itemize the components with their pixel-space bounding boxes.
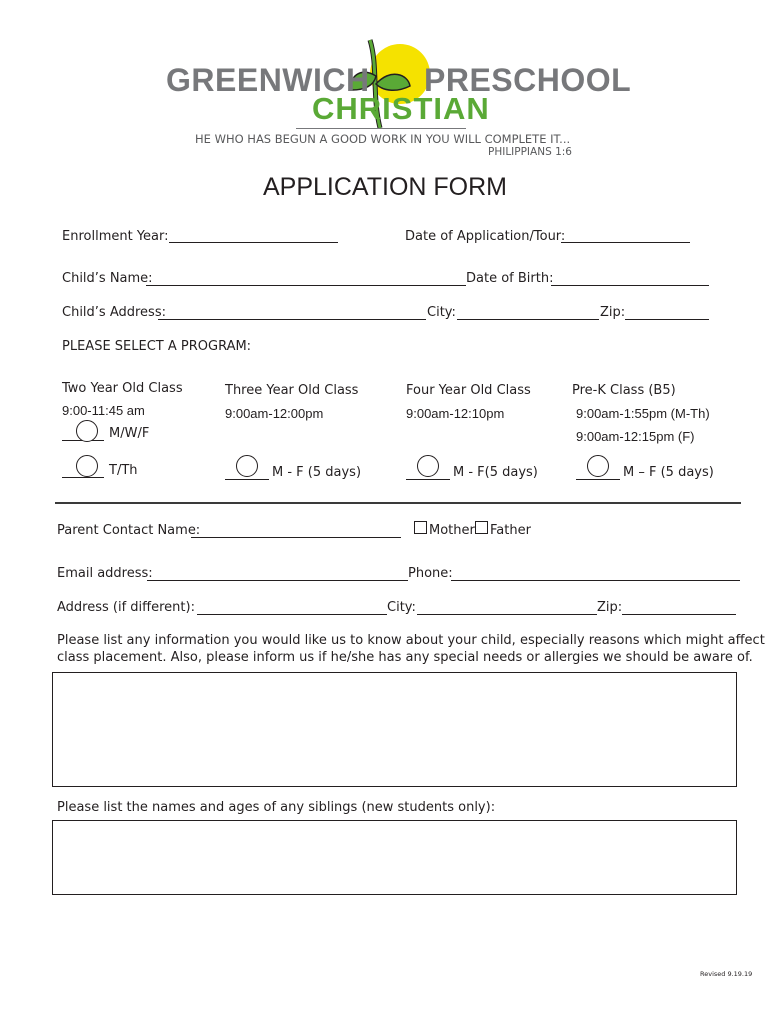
three-year-class-time: 9:00am-12:00pm xyxy=(225,406,324,421)
child-info-textarea[interactable] xyxy=(52,672,737,787)
email-address-label: Email address: xyxy=(57,566,153,581)
two-year-tth-label: T/Th xyxy=(109,463,138,478)
enrollment-year-field[interactable] xyxy=(169,242,338,243)
father-label: Father xyxy=(490,523,531,538)
two-year-tth-radio[interactable] xyxy=(76,455,98,477)
prek-class-time-mth: 9:00am-1:55pm (M-Th) xyxy=(576,406,710,421)
father-checkbox[interactable] xyxy=(475,521,488,534)
two-year-mwf-radio[interactable] xyxy=(76,420,98,442)
date-of-birth-field[interactable] xyxy=(551,285,709,286)
select-program-label: PLEASE SELECT A PROGRAM: xyxy=(62,339,252,354)
four-year-class-time: 9:00am-12:10pm xyxy=(406,406,505,421)
four-year-option-label: M - F(5 days) xyxy=(453,465,538,480)
address-if-different-label: Address (if different): xyxy=(57,600,195,615)
info-prompt-line-1: Please list any information you would like us to know about your child, especially reasons which might affect xyxy=(57,633,765,648)
date-of-birth-label: Date of Birth: xyxy=(466,271,554,286)
logo-text-preschool: PRESCHOOL xyxy=(424,62,632,98)
logo-text-greenwich: GREENWICH xyxy=(166,62,370,98)
prek-option-label: M – F (5 days) xyxy=(623,465,714,480)
zip-field[interactable] xyxy=(625,319,709,320)
prek-radio[interactable] xyxy=(587,455,609,477)
city2-field[interactable] xyxy=(417,614,597,615)
three-year-option-label: M - F (5 days) xyxy=(272,465,362,480)
city2-label: City: xyxy=(387,600,416,615)
four-year-radio[interactable] xyxy=(417,455,439,477)
verse-reference: PHILIPPIANS 1:6 xyxy=(488,146,572,158)
phone-label: Phone: xyxy=(408,566,453,581)
phone-field[interactable] xyxy=(451,580,740,581)
three-year-radio[interactable] xyxy=(236,455,258,477)
date-of-application-field[interactable] xyxy=(561,242,690,243)
zip2-field[interactable] xyxy=(622,614,736,615)
mother-label: Mother xyxy=(429,523,475,538)
two-year-mwf-label: M/W/F xyxy=(109,426,150,441)
two-year-tth-line xyxy=(62,477,104,478)
info-prompt-line-2: class placement. Also, please inform us if he/she has any special needs or allergies we should be aware of. xyxy=(57,650,753,665)
childs-address-label: Child’s Address: xyxy=(62,305,166,320)
page-title: APPLICATION FORM xyxy=(262,173,507,201)
siblings-prompt: Please list the names and ages of any siblings (new students only): xyxy=(57,800,496,815)
parent-contact-name-label: Parent Contact Name: xyxy=(57,523,201,538)
childs-name-field[interactable] xyxy=(146,285,466,286)
prek-class-time-f: 9:00am-12:15pm (F) xyxy=(576,429,695,444)
childs-name-label: Child’s Name: xyxy=(62,271,153,286)
city-field[interactable] xyxy=(457,319,599,320)
logo xyxy=(160,36,632,161)
four-year-option-line xyxy=(406,479,450,480)
two-year-class-time: 9:00-11:45 am xyxy=(62,403,145,418)
siblings-textarea[interactable] xyxy=(52,820,737,895)
date-of-application-label: Date of Application/Tour: xyxy=(405,229,566,244)
zip2-label: Zip: xyxy=(597,600,623,615)
parent-contact-name-field[interactable] xyxy=(191,537,401,538)
tagline: HE WHO HAS BEGUN A GOOD WORK IN YOU WILL COMPLETE IT... xyxy=(195,132,571,146)
zip-label: Zip: xyxy=(600,305,626,320)
mother-checkbox[interactable] xyxy=(414,521,427,534)
logo-text-christian: CHRISTIAN xyxy=(312,91,490,126)
prek-class-name: Pre-K Class (B5) xyxy=(572,383,676,398)
two-year-class-name: Two Year Old Class xyxy=(62,381,183,396)
four-year-class-name: Four Year Old Class xyxy=(406,383,531,398)
enrollment-year-label: Enrollment Year: xyxy=(62,229,169,244)
logo-divider xyxy=(296,128,466,129)
prek-option-line xyxy=(576,479,620,480)
childs-address-field[interactable] xyxy=(158,319,426,320)
revised-date: Revised 9.19.19 xyxy=(700,970,753,978)
three-year-option-line xyxy=(225,479,269,480)
city-label: City: xyxy=(427,305,456,320)
email-address-field[interactable] xyxy=(147,580,408,581)
three-year-class-name: Three Year Old Class xyxy=(225,383,359,398)
section-divider xyxy=(55,502,741,504)
address-if-different-field[interactable] xyxy=(197,614,387,615)
